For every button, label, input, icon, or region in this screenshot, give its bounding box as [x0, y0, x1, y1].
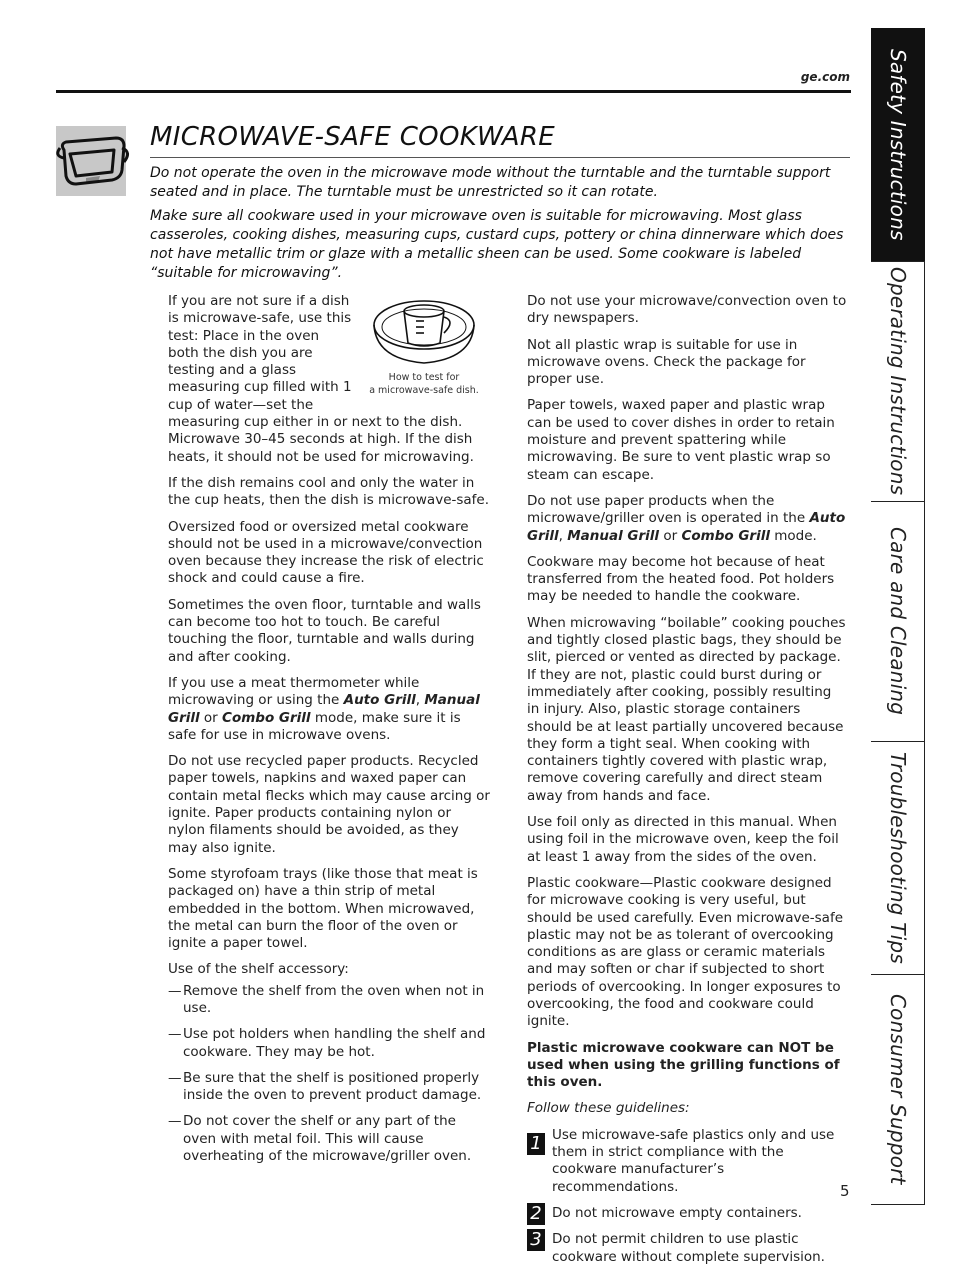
figure-caption-line-2: a microwave-safe dish. — [369, 385, 479, 396]
tab-label: Troubleshooting Tips — [886, 752, 910, 964]
foil-paragraph: Use foil only as directed in this manual. When using foil in the microwave oven, keep the foil at least 1 away from the sides of the oven. — [527, 814, 839, 865]
combo-grill-mode: Combo Grill — [222, 709, 311, 726]
tab-operating-instructions[interactable] — [871, 262, 925, 502]
figure-caption-line-1: How to test for — [388, 372, 460, 383]
dash-glyph: — — [168, 1113, 182, 1130]
text-span: mode. — [769, 527, 817, 544]
guideline-number: 2 — [527, 1203, 545, 1225]
shelf-accessory-heading: Use of the shelf accessory: — [168, 961, 349, 978]
dash-glyph: — — [168, 1026, 182, 1043]
tab-label: Operating Instructions — [886, 267, 910, 496]
guidelines-label: Follow these guidelines: — [527, 1100, 690, 1117]
oversized-cookware-paragraph: Oversized food or oversized metal cookware should not be used in a microwave/convection oven because they increase the risk of electric shock and could cause a fire. — [168, 518, 484, 587]
guideline-item — [527, 1231, 847, 1266]
shelf-item — [168, 1026, 490, 1061]
shelf-item-text: Do not cover the shelf or any part of the oven with metal foil. This will cause overheating of the microwave/griller oven. — [183, 1113, 472, 1165]
shelf-item — [168, 1113, 490, 1165]
section-title: MICROWAVE-SAFE COOKWARE — [150, 122, 555, 152]
boilable-pouches-paragraph: When microwaving “boilable” cooking pouches and tightly closed plastic bags, they should be slit, pierced or vented as directed by package. If they are not, plastic could burst during or immediately after cooking, possibly resulting in injury. Also, plastic storage containers should be at least partially uncovered because they form a tight seal. When cooking with containers tightly covered with plastic wrap, remove covering carefully and direct steam away from hands and face. — [527, 614, 846, 804]
top-rule — [56, 90, 851, 93]
tab-rail — [924, 262, 925, 1204]
dish-cool-paragraph: If the dish remains cool and only the water in the cup heats, then the dish is microwave-safe. — [168, 474, 490, 509]
shelf-item — [168, 983, 490, 1018]
guideline-number: 1 — [527, 1133, 545, 1155]
separator: or — [659, 527, 682, 544]
text-span: Do not use paper products when the microwave/griller oven is operated in the — [527, 492, 810, 527]
tab-label: Consumer Support — [886, 994, 910, 1185]
shelf-item-text: Be sure that the shelf is positioned properly inside the oven to prevent product damage. — [183, 1069, 482, 1104]
hot-cookware-paragraph: Cookware may become hot because of heat transferred from the heated food. Pot holders may be needed to handle the cookware. — [527, 553, 835, 605]
plastic-wrap-paragraph: Not all plastic wrap is suitable for use in microwave ovens. Check the package for proper use. — [527, 336, 806, 388]
dash-glyph: — — [168, 982, 182, 999]
recycled-paper-paragraph: Do not use recycled paper products. Recycled paper towels, napkins and waxed paper can contain metal flecks which may cause arcing or ignite. Paper products containing nylon or nylon filaments should be avoided, as they may also ignite. — [168, 753, 490, 856]
tab-safety-instructions[interactable] — [871, 28, 925, 262]
site-url[interactable]: ge.com — [800, 70, 850, 84]
microwave-test-figure — [358, 293, 490, 397]
shelf-item — [168, 1070, 490, 1105]
intro-paragraph-2: Make sure all cookware used in your microwave oven is suitable for microwaving. Most glass casseroles, cooking dishes, measuring cups, custard cups, pottery or china dinnerware which does not have metallic trim or glaze with a metallic sheen can be used. Some cookware is labeled “suitable for microwaving”. — [150, 208, 844, 281]
separator: or — [199, 709, 223, 726]
right-column — [527, 293, 847, 1275]
auto-grill-mode: Auto Grill — [527, 510, 846, 544]
guideline-text: Use microwave-safe plastics only and use them in strict compliance with the cookware manufacturer’s recommendations. — [552, 1126, 835, 1195]
grilling-notice: Plastic microwave cookware can NOT be used when using the grilling functions of this oven. — [527, 1039, 840, 1091]
separator: , — [415, 692, 425, 709]
title-rule — [150, 157, 850, 158]
meat-thermometer-paragraph — [168, 675, 490, 744]
manual-grill-mode: Manual Grill — [168, 692, 480, 726]
shelf-item-text: Remove the shelf from the oven when not in use. — [183, 982, 485, 1016]
separator: , — [558, 527, 568, 544]
plastic-cookware-paragraph: Plastic cookware—Plastic cookware designed for microwave cooking is very useful, but should be used carefully. Even microwave-safe plastic may not be as tolerant of overcooking conditions as are glass or ceramic materials and may soften or char if subjected to short periods of overcooking. In longer exposures to overcooking, the food and cookware could ignite. — [527, 874, 844, 1030]
guideline-item — [527, 1202, 847, 1224]
combo-grill-mode: Combo Grill — [681, 527, 770, 544]
dish-test-paragraph: If you are not sure if a dish is microwave-safe, use this test: Place in the oven both the dish you are testing and a glass measuring cup filled with 1 cup of water—set the measuring cup either in or next to the dish. Microwave 30–45 seconds at high. If the dish heats, it should not be used for microwaving. — [168, 293, 474, 465]
paper-towels-paragraph: Paper towels, waxed paper and plastic wrap can be used to cover dishes in order to retain moisture and prevent spattering while microwaving. Be sure to vent plastic wrap so steam can escape. — [527, 397, 835, 483]
text-span: mode, make sure it is safe for use in microwave ovens. — [168, 709, 461, 743]
cookware-dish-icon — [56, 126, 126, 196]
page-number: 5 — [840, 1182, 850, 1200]
hot-surfaces-paragraph: Sometimes the oven floor, turntable and walls can become too hot to touch. Be careful touching the floor, turntable and walls during and after cooking. — [168, 596, 481, 665]
dash-glyph: — — [168, 1069, 182, 1086]
tab-consumer-support[interactable] — [871, 975, 925, 1205]
shelf-item-text: Use pot holders when handling the shelf and cookware. They may be hot. — [183, 1026, 486, 1060]
guideline-number: 3 — [527, 1229, 545, 1251]
auto-grill-mode: Auto Grill — [343, 692, 416, 709]
manual-grill-mode: Manual Grill — [567, 527, 660, 544]
guideline-text: Do not permit children to use plastic cookware without complete supervision. — [552, 1231, 825, 1265]
intro-paragraph-1: Do not operate the oven in the microwave mode without the turntable and the turntable support seated and in place. The turntable must be unrestricted so it can rotate. — [150, 165, 831, 200]
newspaper-paragraph: Do not use your microwave/convection oven to dry newspapers. — [527, 293, 847, 327]
tab-care-and-cleaning[interactable] — [871, 502, 925, 742]
measuring-cup-in-dish-icon — [368, 293, 480, 371]
tab-troubleshooting-tips[interactable] — [871, 742, 925, 975]
left-column — [168, 293, 490, 1174]
tab-label: Care and Cleaning — [886, 527, 910, 716]
guideline-text: Do not microwave empty containers. — [552, 1204, 802, 1221]
tab-label: Safety Instructions — [886, 48, 910, 241]
styrofoam-paragraph: Some styrofoam trays (like those that meat is packaged on) have a thin strip of metal embedded in the bottom. When microwaved, the metal can burn the floor of the oven or ignite a paper towel. — [168, 865, 478, 952]
guideline-item — [527, 1127, 847, 1196]
paper-products-paragraph — [527, 493, 847, 545]
text-span: If you use a meat thermometer while microwaving or using the — [168, 674, 420, 709]
